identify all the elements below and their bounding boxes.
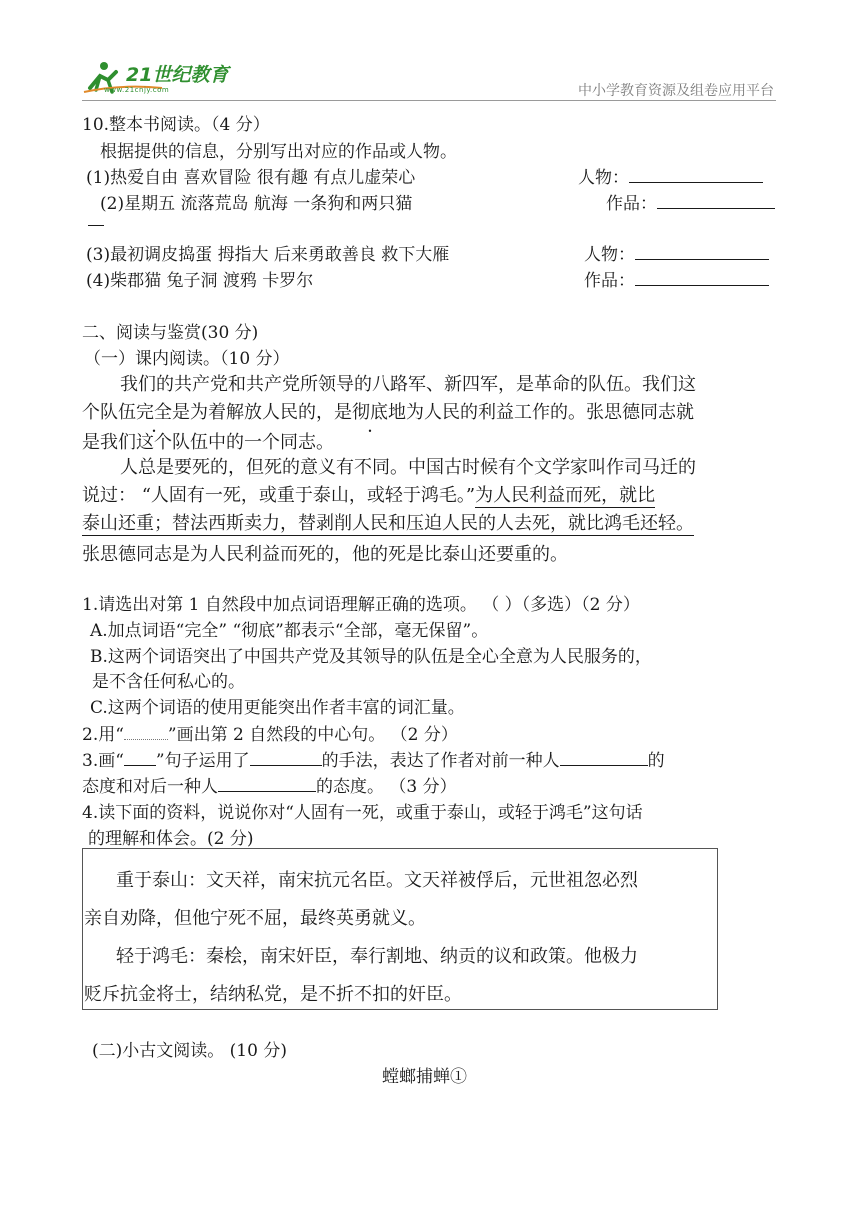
q10-item-3-label: 人物： (584, 245, 635, 265)
answer-blank[interactable] (635, 242, 769, 260)
answer-blank[interactable] (560, 748, 648, 766)
passage-p1-line3: 是我们这个队伍中的一个同志。 (82, 432, 334, 453)
q10-item-3-clues: (3)最初调皮捣蛋 拇指大 后来勇敢善良 救下大雁 (86, 245, 450, 265)
passage-p2-line4: 张思德同志是为人民利益而死的，他的死是比泰山还要重的。 (82, 544, 568, 565)
material-line2: 亲自劝降，但他宁死不屈，最终英勇就义。 (84, 908, 426, 929)
material-line1: 重于泰山：文天祥，南宋抗元名臣。文天祥被俘后，元世祖忽必烈 (116, 870, 638, 891)
q10-item-2-clues: (2)星期五 流落荒岛 航海 一条狗和两只猫 (100, 194, 413, 214)
material-line3: 轻于鸿毛：秦桧，南宋奸臣，奉行割地、纳贡的议和政策。他极力 (116, 946, 638, 967)
q10-item-4-clues: (4)柴郡猫 兔子洞 渡鸦 卡罗尔 (86, 271, 314, 291)
question-1: 1.请选出对第 1 自然段中加点词语理解正确的选项。 （ ）（多选）（2 分） (82, 595, 640, 615)
passage-p2-line2: 说过： “人固有一死，或重于泰山，或轻于鸿毛。”为人民利益而死，就比 (82, 485, 656, 506)
answer-blank[interactable] (657, 191, 775, 209)
passage-p2-line1: 人总是要死的，但死的意义有不同。中国古时候有个文学家叫作司马迁的 (120, 457, 696, 478)
q10-item-2-label: 作品： (606, 194, 657, 214)
logo-url: www.21cnjy.com (104, 86, 170, 94)
question-3-line2: 态度和对后一种人 的态度。 （3 分） (82, 772, 457, 797)
q10-instruction: 根据提供的信息，分别写出对应的作品或人物。 (100, 142, 457, 162)
wavy-line-mark (124, 729, 168, 740)
answer-blank[interactable] (250, 748, 322, 766)
question-3-line1: 3.画“ ”句子运用了 的手法，表达了作者对前一种人 的 (82, 746, 665, 771)
passage-p2-line3 (82, 509, 694, 535)
answer-blank[interactable] (635, 268, 769, 286)
dotted-word-chedi: 彻底 (352, 402, 388, 423)
dotted-word-wanquan: 完全 (136, 402, 172, 423)
q10-item-2-answer[interactable] (606, 189, 775, 214)
logo-text: 21世纪教育 (126, 64, 229, 86)
question-1-option-a[interactable]: A.加点词语“完全” “彻底”都表示“全部，毫无保留”。 (90, 621, 489, 641)
part2-heading: 螳螂捕蝉① (382, 1067, 467, 1087)
question-1-option-b-cont: 是不含任何私心的。 (92, 672, 245, 692)
q10-item-1-label: 人物： (578, 168, 629, 188)
passage-p1-line2: 个队伍完全是为着解放人民的，是彻底地为人民的利益工作的。张思德同志就 (82, 398, 694, 424)
passage-p1-line1: 我们的共产党和共产党所领导的八路军、新四军，是革命的队伍。我们这 (120, 374, 696, 395)
q10-item-1-answer[interactable] (578, 163, 763, 188)
straight-line-mark (124, 748, 156, 766)
question-4-line1: 4.读下面的资料，说说你对“人固有一死，或重于泰山，或轻于鸿毛”这句话 (82, 803, 643, 823)
central-sentence-underline: 为人民利益而死，就比 (475, 485, 656, 506)
question-2: 2.用“ ”画出第 2 自然段的中心句。 （2 分） (82, 725, 458, 745)
header-divider (82, 100, 776, 101)
q10-item-1-clues: (1)热爱自由 喜欢冒险 很有趣 有点儿虚荣心 (86, 168, 416, 188)
part2-title: (二)小古文阅读。 (10 分) (92, 1041, 287, 1061)
q10-title: 10.整本书阅读。（4 分） (82, 115, 270, 135)
question-4-line2: 的理解和体会。(2 分) (88, 829, 254, 849)
q10-item-3-answer[interactable] (584, 240, 769, 265)
question-1-option-b[interactable]: B.这两个词语突出了中国共产党及其领导的队伍是全心全意为人民服务的， (90, 647, 652, 667)
part1-title: （一）课内阅读。（10 分） (84, 349, 290, 369)
platform-name: 中小学教育资源及组卷应用平台 (578, 83, 774, 99)
q10-item-4-label: 作品： (584, 271, 635, 291)
section2-title: 二、阅读与鉴赏(30 分) (82, 323, 259, 343)
answer-blank[interactable] (218, 774, 316, 792)
question-1-option-c[interactable]: C.这两个词语的使用更能突出作者丰富的词汇量。 (90, 698, 465, 718)
q10-item-4-answer[interactable] (584, 266, 769, 291)
central-sentence-underline-cont: 泰山还重；替法西斯卖力，替剥削人民和压迫人民的人去死，就比鸿毛还轻。 (82, 513, 694, 534)
answer-blank[interactable] (629, 165, 763, 183)
material-line4: 贬斥抗金将士，结纳私党，是不折不扣的奸臣。 (84, 984, 462, 1005)
answer-blank-overflow (88, 208, 104, 231)
